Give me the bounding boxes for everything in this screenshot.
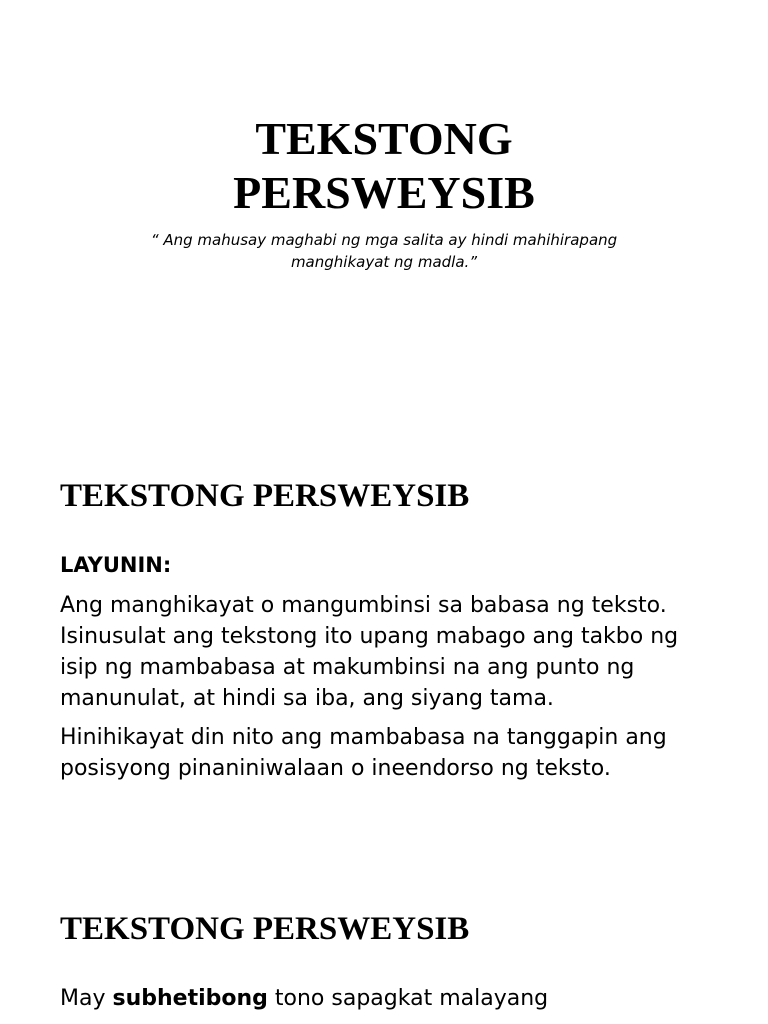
paragraph-line: Isinusulat ang tekstong ito upang mabago ang takbo ng: [60, 624, 679, 649]
quote-line-2: manghikayat ng madla.”: [290, 253, 478, 271]
paragraph-prefix: May: [60, 986, 113, 1011]
paragraph-line: manunulat, at hindi sa iba, ang siyang tama.: [60, 686, 554, 711]
slide-title: [0, 0, 768, 440]
paragraph-tono: [60, 983, 720, 1014]
slide-tono: [0, 880, 768, 1024]
paragraph-line: [60, 983, 720, 1014]
emphasis-subhetibong: subhetibong: [112, 986, 268, 1011]
slide-heading: TEKSTONG PERSWEYSIB: [60, 478, 470, 514]
paragraph-line: Ang manghikayat o mangumbinsi sa babasa ng teksto.: [60, 593, 667, 618]
paragraph-encourage: [60, 722, 720, 784]
quote-line-1: “ Ang mahusay maghabi ng mga salita ay hindi mahihirapang: [150, 231, 618, 249]
slide-heading: TEKSTONG PERSWEYSIB: [60, 911, 470, 947]
paragraph-line: Hinihikayat din nito ang mambabasa na tanggapin ang: [60, 725, 667, 750]
paragraph-purpose: [60, 590, 720, 714]
layunin-label: LAYUNIN:: [60, 553, 172, 577]
main-title-line-1: TEKSTONG: [255, 113, 513, 164]
slide-layunin: [0, 440, 768, 880]
paragraph-line: posisyong pinaniniwalaan o ineendorso ng teksto.: [60, 756, 611, 781]
subtitle-quote: [0, 229, 768, 273]
paragraph-suffix: tono sapagkat malayang: [267, 986, 549, 1011]
main-title: [0, 112, 768, 220]
paragraph-line: isip ng mambabasa at makumbinsi na ang punto ng: [60, 655, 635, 680]
main-title-line-2: PERSWEYSIB: [233, 167, 535, 218]
